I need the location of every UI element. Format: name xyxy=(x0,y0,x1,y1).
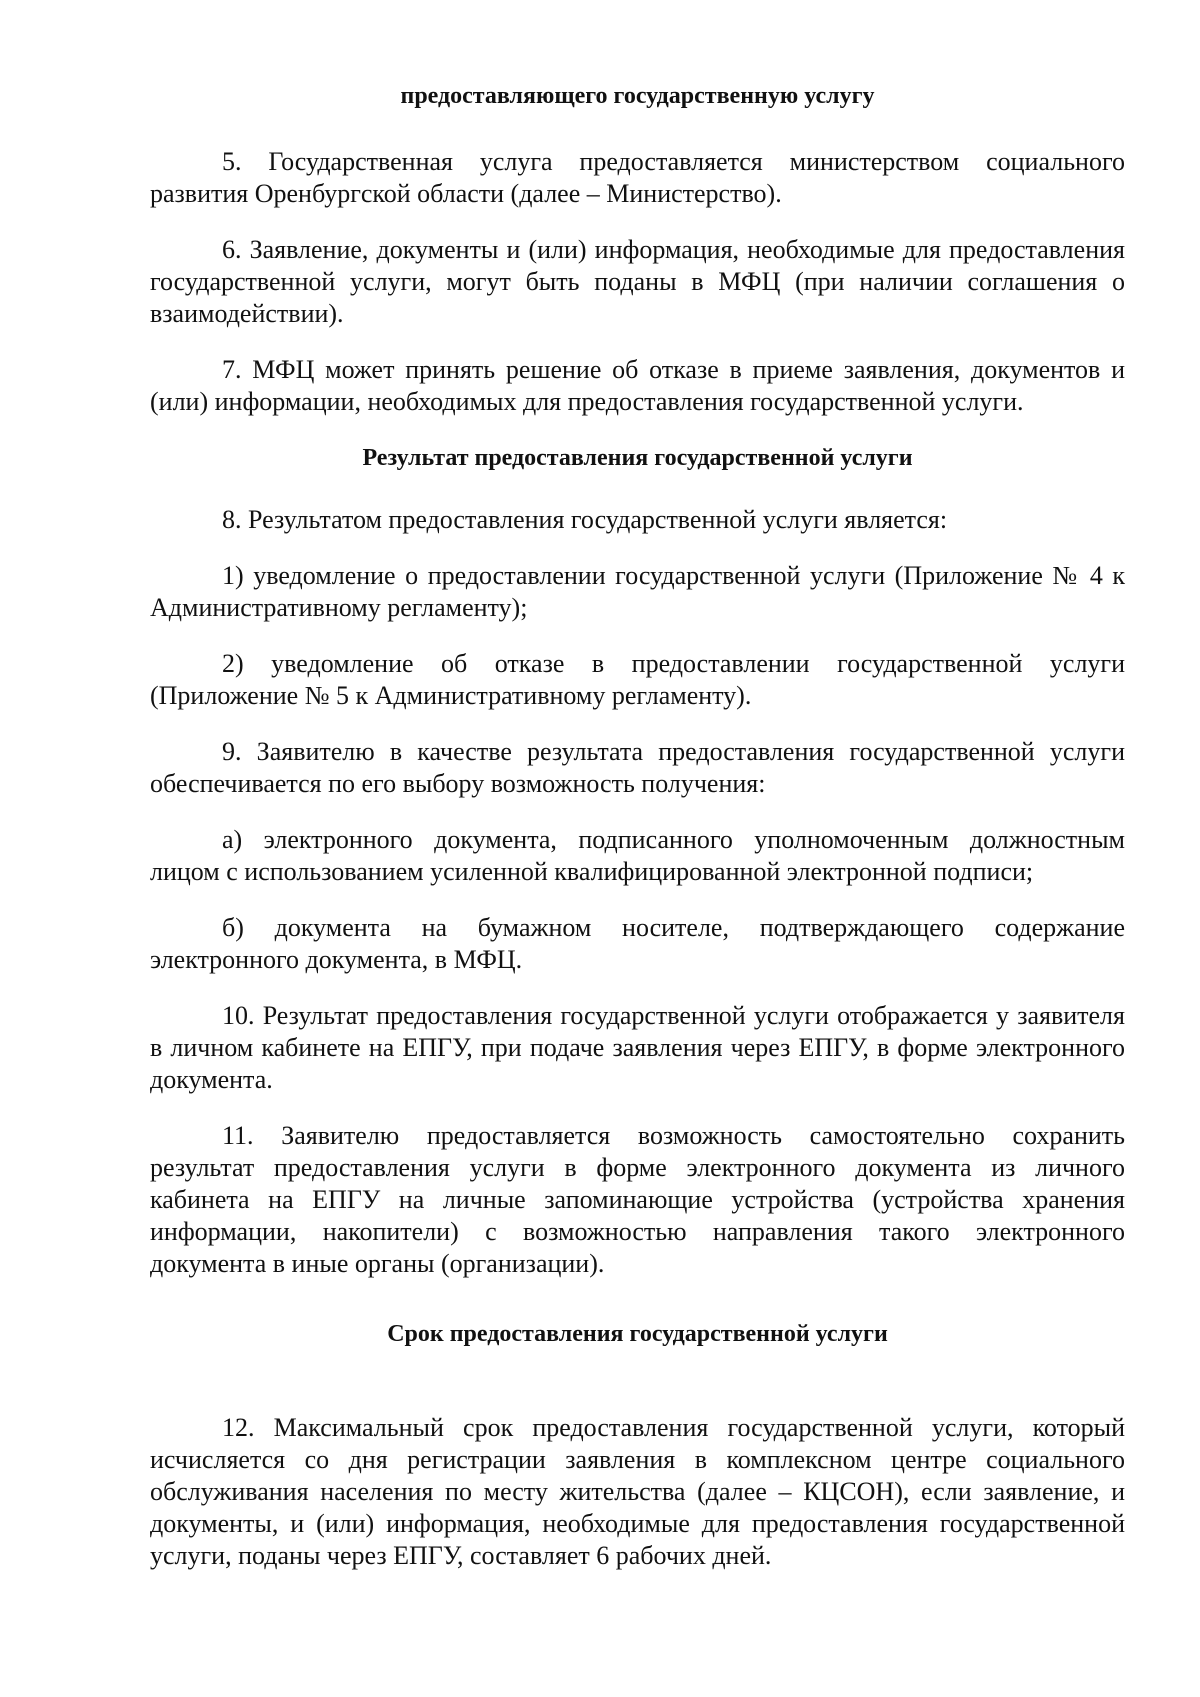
section-heading-provider: предоставляющего государственную услугу xyxy=(400,83,875,109)
paragraph-8-item-2: 2) уведомление об отказе в предоставлении государственной услуги (Приложение № 5 к Административному регламенту). xyxy=(150,649,1125,710)
paragraph-12: 12. Максимальный срок предоставления государственной услуги, который исчисляется со дня регистрации заявления в комплексном центре социального обслуживания населения по месту жительства (далее – КЦСОН), если заявление, и документы, и (или) информация, необходимые для предоставления государственной услуги, поданы через ЕПГУ, составляет 6 рабочих дней. xyxy=(150,1413,1125,1570)
paragraph-6: 6. Заявление, документы и (или) информация, необходимые для предоставления государственной услуги, могут быть поданы в МФЦ (при наличии соглашения о взаимодействии). xyxy=(150,235,1125,328)
paragraph-9: 9. Заявителю в качестве результата предоставления государственной услуги обеспечивается по его выбору возможность получения: xyxy=(150,737,1125,798)
document-page xyxy=(150,80,1125,1572)
paragraph-9-item-b: б) документа на бумажном носителе, подтверждающего содержание электронного документа, в МФЦ. xyxy=(150,913,1125,974)
paragraph-9-item-a: а) электронного документа, подписанного уполномоченным должностным лицом с использованием усиленной квалифицированной электронной подписи; xyxy=(150,825,1125,886)
paragraph-8-item-1: 1) уведомление о предоставлении государственной услуги (Приложение № 4 к Административному регламенту); xyxy=(150,561,1125,622)
paragraph-10: 10. Результат предоставления государственной услуги отображается у заявителя в личном кабинете на ЕПГУ, при подаче заявления через ЕПГУ, в форме электронного документа. xyxy=(150,1001,1125,1094)
section-heading-result: Результат предоставления государственной услуги xyxy=(362,445,913,471)
paragraph-5: 5. Государственная услуга предоставляется министерством социального развития Оренбургской области (далее – Министерство). xyxy=(150,147,1125,208)
paragraph-11: 11. Заявителю предоставляется возможность самостоятельно сохранить результат предоставления услуги в форме электронного документа из личного кабинета на ЕПГУ на личные запоминающие устройства (устройства хранения информации, накопители) с возможностью направления такого электронного документа в иные органы (организации). xyxy=(150,1121,1125,1278)
paragraph-8: 8. Результатом предоставления государственной услуги является: xyxy=(222,505,948,534)
paragraph-7: 7. МФЦ может принять решение об отказе в приеме заявления, документов и (или) информации, необходимых для предоставления государственной услуги. xyxy=(150,355,1125,416)
section-heading-term: Срок предоставления государственной услуги xyxy=(387,1321,888,1347)
